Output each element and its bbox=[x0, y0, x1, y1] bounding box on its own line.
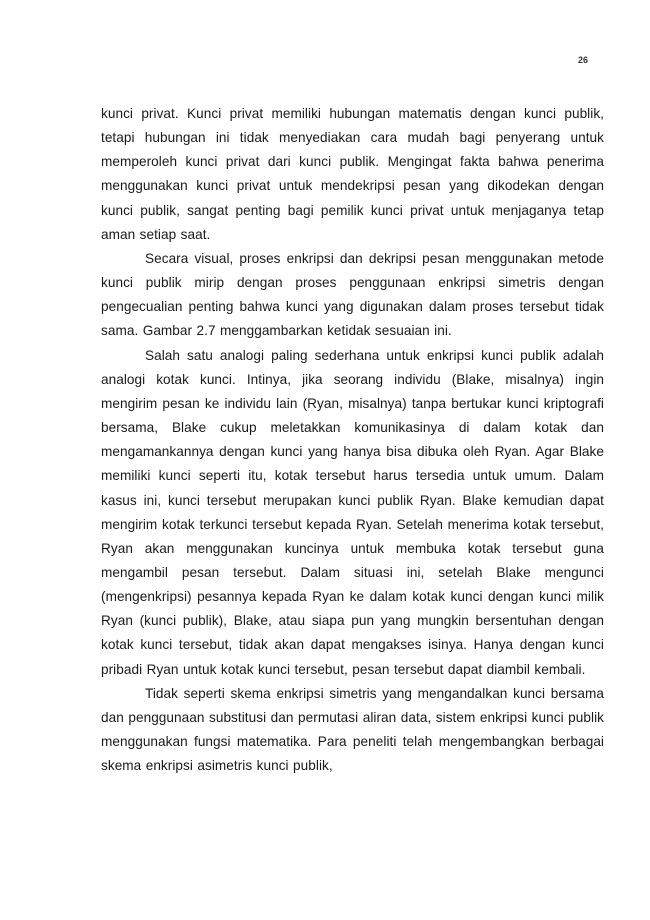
paragraph-2: Secara visual, proses enkripsi dan dekripsi pesan menggunakan metode kunci publik mirip dengan proses penggunaan enkripsi simetris dengan pengecualian penting bahwa kunci yang digunakan dalam proses tersebut tidak sama. Gambar 2.7 menggambarkan ketidak sesuaian ini. bbox=[101, 250, 604, 339]
paragraph-4: Tidak seperti skema enkripsi simetris yang mengandalkan kunci bersama dan penggunaan substitusi dan permutasi aliran data, sistem enkripsi kunci publik menggunakan fungsi matematika. Para peneliti telah mengembangkan berbagai skema enkripsi asimetris kunci publik, bbox=[101, 685, 604, 774]
paragraph-3: Salah satu analogi paling sederhana untuk enkripsi kunci publik adalah analogi kotak kunci. Intinya, jika seorang individu (Blake, misalnya) ingin mengirim pesan ke individu lain (Ryan, misalnya) tanpa bertukar kunci kriptografi bersama, Blake cukup meletakkan komunikasinya di dalam kotak dan mengamankannya dengan kunci yang hanya bisa dibuka oleh Ryan. Agar Blake memiliki kunci seperti itu, kotak tersebut harus tersedia untuk umum. Dalam kasus ini, kunci tersebut merupakan kunci publik Ryan. Blake kemudian dapat mengirim kotak terkunci tersebut kepada Ryan. Setelah menerima kotak tersebut, Ryan akan menggunakan kuncinya untuk membuka kotak tersebut guna mengambil pesan tersebut. Dalam situasi ini, setelah Blake mengunci (mengenkripsi) pesannya kepada Ryan ke dalam kotak kunci dengan kunci milik Ryan (kunci publik), Blake, atau siapa pun yang mungkin bersentuhan dengan kotak kunci tersebut, tidak akan dapat mengakses isinya. Hanya dengan kunci pribadi Ryan untuk kotak kunci tersebut, pesan tersebut dapat diambil kembali. bbox=[101, 347, 604, 677]
page-number: 26 bbox=[577, 55, 588, 65]
body-text bbox=[101, 102, 604, 778]
paragraph-1: kunci privat. Kunci privat memiliki hubungan matematis dengan kunci publik, tetapi hubungan ini tidak menyediakan cara mudah bagi penyerang untuk memperoleh kunci privat dari kunci publik. Mengingat fakta bahwa penerima menggunakan kunci privat untuk mendekripsi pesan yang dikodekan dengan kunci publik, sangat penting bagi pemilik kunci privat untuk menjaganya tetap aman setiap saat. bbox=[101, 106, 604, 242]
